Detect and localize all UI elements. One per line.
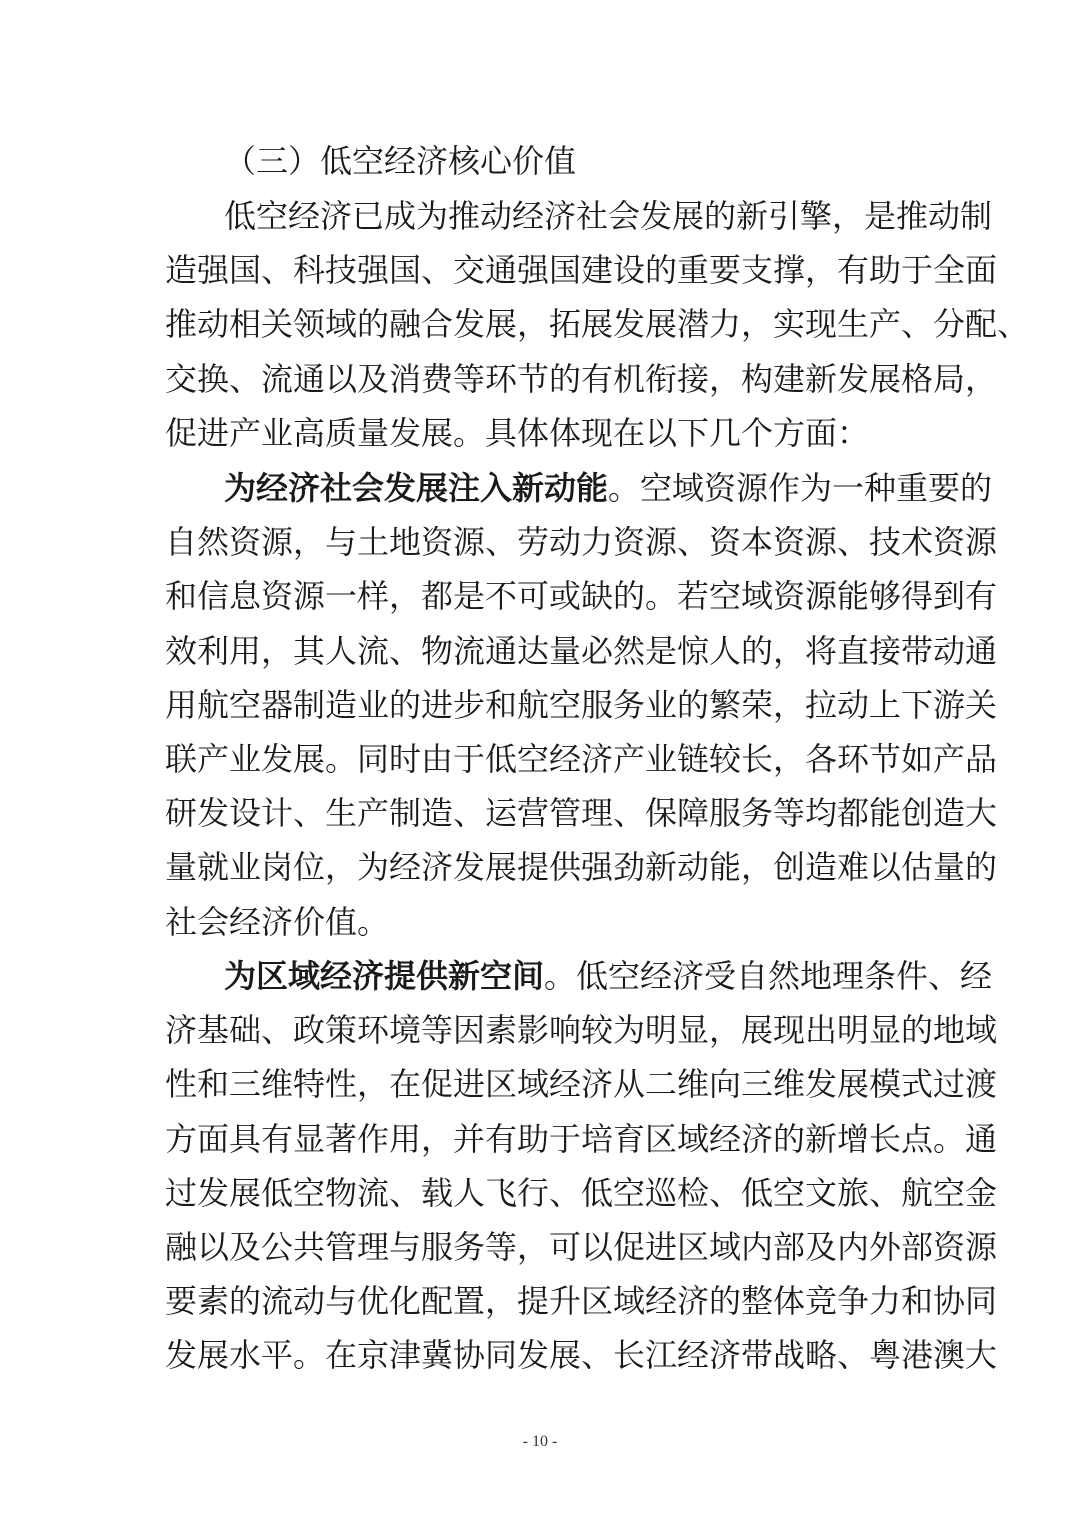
page-number: - 10 - bbox=[522, 1433, 558, 1450]
paragraph-new-momentum bbox=[165, 461, 998, 949]
paragraph-line: 用航空器制造业的进步和航空服务业的繁荣，拉动上下游关 bbox=[165, 685, 998, 724]
paragraph-line: 济基础、政策环境等因素影响较为明显，展现出明显的地域 bbox=[165, 1011, 998, 1050]
paragraph-line: 促进产业高质量发展。具体体现在以下几个方面： bbox=[165, 413, 870, 452]
paragraph-line: 发展水平。在京津冀协同发展、长江经济带战略、粤港澳大 bbox=[165, 1336, 998, 1375]
paragraph-first-line-rest: 。低空经济受自然地理条件、经 bbox=[544, 957, 993, 995]
paragraph-line: 要素的流动与优化配置，提升区域经济的整体竞争力和协同 bbox=[165, 1282, 998, 1321]
paragraph-line: 融以及公共管理与服务等，可以促进区域内部及内外部资源 bbox=[165, 1227, 998, 1266]
paragraph-line: 效利用，其人流、物流通达量必然是惊人的，将直接带动通 bbox=[165, 631, 998, 670]
paragraph-line: 性和三维特性，在促进区域经济从二维向三维发展模式过渡 bbox=[165, 1065, 998, 1104]
paragraph-line: 低空经济已成为推动经济社会发展的新引擎，是推动制 bbox=[224, 197, 993, 235]
paragraph-first-line bbox=[165, 461, 993, 515]
paragraph-first-line bbox=[165, 949, 993, 1003]
paragraph-line: 过发展低空物流、载人飞行、低空巡检、低空文旅、航空金 bbox=[165, 1173, 998, 1212]
paragraph-line: 研发设计、生产制造、运营管理、保障服务等均都能创造大 bbox=[165, 794, 998, 833]
paragraph-regional-space bbox=[165, 949, 998, 1383]
paragraph-first-line-rest: 。空域资源作为一种重要的 bbox=[608, 469, 993, 507]
paragraph-line: 推动相关领域的融合发展，拓展发展潜力，实现生产、分配、 bbox=[165, 305, 1030, 344]
paragraph-lead-bold: 为区域经济提供新空间 bbox=[224, 957, 545, 995]
paragraph-line: 交换、流通以及消费等环节的有机衔接，构建新发展格局， bbox=[165, 359, 998, 398]
paragraph-line: 和信息资源一样，都是不可或缺的。若空域资源能够得到有 bbox=[165, 577, 998, 616]
paragraph-line: 社会经济价值。 bbox=[165, 902, 390, 941]
paragraph-line: 方面具有显著作用，并有助于培育区域经济的新增长点。通 bbox=[165, 1119, 998, 1158]
paragraph-line: 自然资源，与土地资源、劳动力资源、资本资源、技术资源 bbox=[165, 523, 998, 562]
paragraph-line: 造强国、科技强国、交通强国建设的重要支撑，有助于全面 bbox=[165, 251, 998, 290]
paragraph-line: 联产业发展。同时由于低空经济产业链较长，各环节如产品 bbox=[165, 739, 998, 778]
section-heading: （三）低空经济核心价值 bbox=[224, 142, 577, 180]
paragraph-lead-bold: 为经济社会发展注入新动能 bbox=[224, 469, 609, 507]
paragraph-line: 量就业岗位，为经济发展提供强劲新动能，创造难以估量的 bbox=[165, 848, 998, 887]
paragraph-core-value-intro bbox=[165, 189, 1030, 460]
